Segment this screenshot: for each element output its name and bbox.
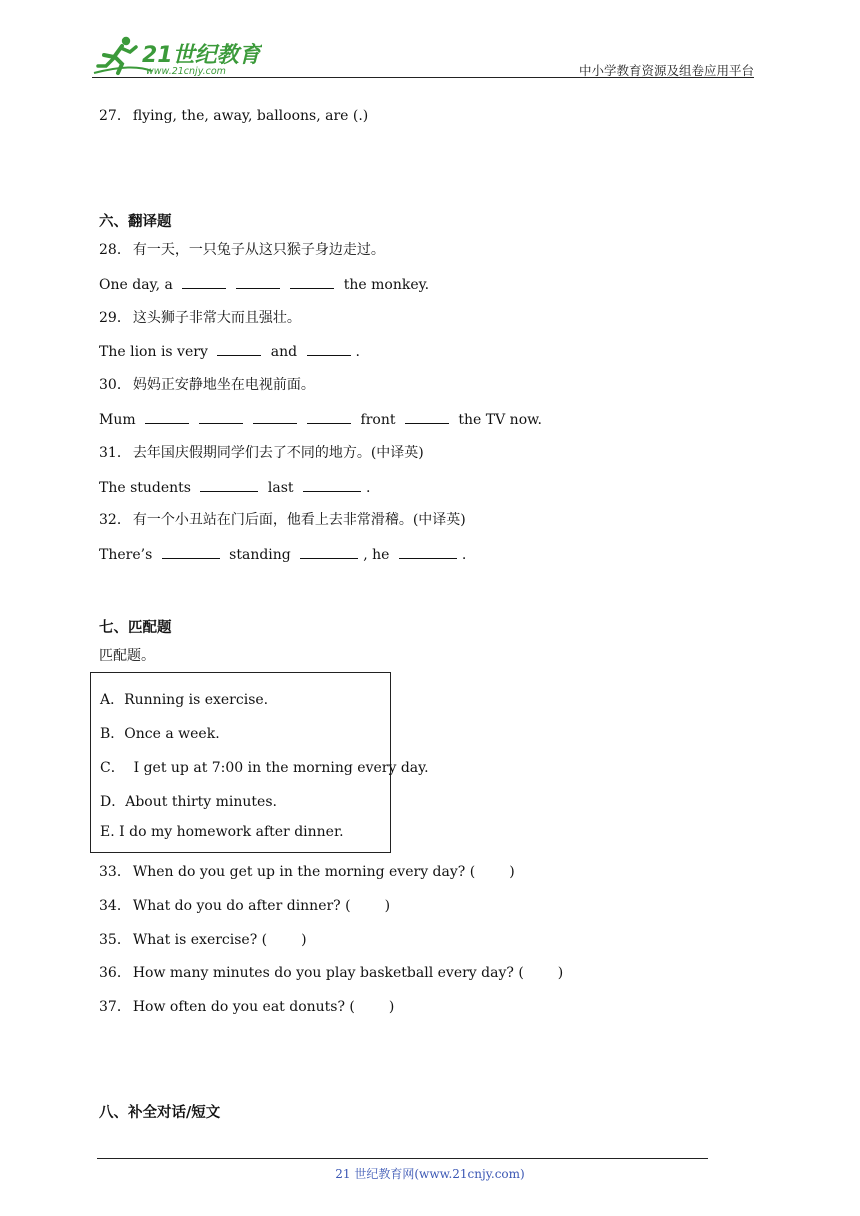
answer-blank[interactable]: [300, 546, 358, 559]
question-31-answer: [99, 479, 370, 497]
option-d: D．About thirty minutes.: [100, 794, 277, 810]
runner-logo-icon: [92, 33, 262, 79]
question-number: 27．: [99, 108, 131, 124]
question-text: What do you do after dinner? (: [132, 898, 351, 914]
question-text: 这头狮子非常大而且强壮。: [132, 310, 301, 326]
answer-blank[interactable]: [182, 276, 226, 289]
section-8-title: 八、补全对话/短文: [99, 1104, 221, 1121]
question-number: 37．: [99, 999, 131, 1015]
question-text: How often do you eat donuts? (: [132, 999, 355, 1015]
answer-text: , he: [363, 547, 390, 563]
answer-blank[interactable]: [162, 546, 220, 559]
option-a: A．Running is exercise.: [100, 692, 269, 708]
paren-close: ): [509, 864, 515, 880]
answer-blank[interactable]: [290, 276, 334, 289]
question-text: 有一天，一只兔子从这只猴子身边走过。: [132, 242, 385, 258]
question-text: 去年国庆假期同学们去了不同的地方。(中译英): [132, 445, 424, 461]
answer-text: Mum: [99, 412, 136, 428]
answer-text: The lion is very: [99, 344, 208, 360]
answer-blank[interactable]: [303, 479, 361, 492]
paren-close: ): [301, 932, 307, 948]
question-35: [99, 931, 307, 949]
site-logo: [92, 33, 262, 79]
question-34: [99, 897, 390, 915]
answer-text: There’s: [99, 547, 153, 563]
logo-text: 21世纪教育: [142, 43, 261, 68]
answer-blank[interactable]: [236, 276, 280, 289]
paren-close: ): [384, 898, 391, 914]
question-28-answer: [99, 276, 429, 294]
answer-blank[interactable]: [217, 343, 261, 356]
header-platform-text: 中小学教育资源及组卷应用平台: [578, 63, 754, 78]
question-33: [99, 863, 515, 881]
answer-blank[interactable]: [200, 479, 258, 492]
answer-text: .: [366, 480, 371, 496]
question-number: 33．: [99, 864, 131, 880]
answer-text: .: [461, 547, 467, 563]
section-7-subtitle: 匹配题。: [99, 648, 155, 664]
question-number: 32．: [99, 512, 131, 528]
answer-blank[interactable]: [199, 411, 243, 424]
question-number: 36．: [99, 965, 131, 981]
answer-text: The students: [99, 480, 191, 496]
footer-link[interactable]: 21 世纪教育网(www.21cnjy.com): [335, 1167, 525, 1181]
question-text: 妈妈正安静地坐在电视前面。: [132, 377, 315, 393]
question-text: 有一个小丑站在门后面，他看上去非常滑稽。(中译英): [132, 512, 466, 528]
answer-text: last: [267, 480, 294, 496]
answer-blank[interactable]: [405, 411, 449, 424]
question-number: 35．: [99, 932, 131, 948]
answer-text: front: [360, 412, 396, 428]
question-text: When do you get up in the morning every day? (: [132, 864, 476, 880]
paren-close: ): [388, 999, 395, 1015]
question-text: flying, the, away, balloons, are (.): [132, 108, 369, 124]
question-30-answer: [99, 411, 542, 429]
question-29-answer: [99, 343, 360, 361]
question-32-answer: [99, 546, 466, 564]
answer-text: One day, a: [99, 277, 173, 293]
option-c: C． I get up at 7:00 in the morning every day.: [100, 760, 429, 776]
answer-blank[interactable]: [253, 411, 297, 424]
question-number: 29．: [99, 310, 131, 326]
question-number: 34．: [99, 898, 131, 914]
header-divider: [92, 77, 754, 78]
answer-text: the TV now.: [458, 412, 542, 428]
question-28-prompt: [99, 241, 385, 259]
logo-url: www.21cnjy.com: [146, 66, 226, 77]
answer-text: the monkey.: [343, 277, 430, 293]
paren-close: ): [557, 965, 564, 981]
answer-blank[interactable]: [307, 411, 351, 424]
question-31-prompt: [99, 444, 424, 462]
answer-text: .: [355, 344, 360, 360]
question-30-prompt: [99, 376, 315, 394]
question-text: How many minutes do you play basketball every day? (: [132, 965, 524, 981]
question-29-prompt: [99, 309, 301, 327]
question-text: What is exercise? (: [132, 932, 268, 948]
section-7-title: 七、匹配题: [99, 619, 172, 636]
question-36: [99, 964, 563, 982]
answer-blank[interactable]: [145, 411, 189, 424]
answer-blank[interactable]: [399, 546, 457, 559]
question-number: 31．: [99, 445, 131, 461]
question-number: 28．: [99, 242, 131, 258]
section-6-title: 六、翻译题: [99, 213, 172, 230]
answer-text: and: [270, 344, 298, 360]
question-32-prompt: [99, 511, 466, 529]
answer-blank[interactable]: [307, 343, 351, 356]
question-number: 30．: [99, 377, 131, 393]
question-37: [99, 998, 394, 1016]
footer-divider: [97, 1158, 708, 1159]
option-b: B．Once a week.: [100, 726, 220, 742]
option-e: E. I do my homework after dinner.: [100, 824, 344, 840]
answer-text: standing: [229, 547, 291, 563]
question-27: [99, 107, 368, 125]
options-box: [90, 672, 429, 853]
